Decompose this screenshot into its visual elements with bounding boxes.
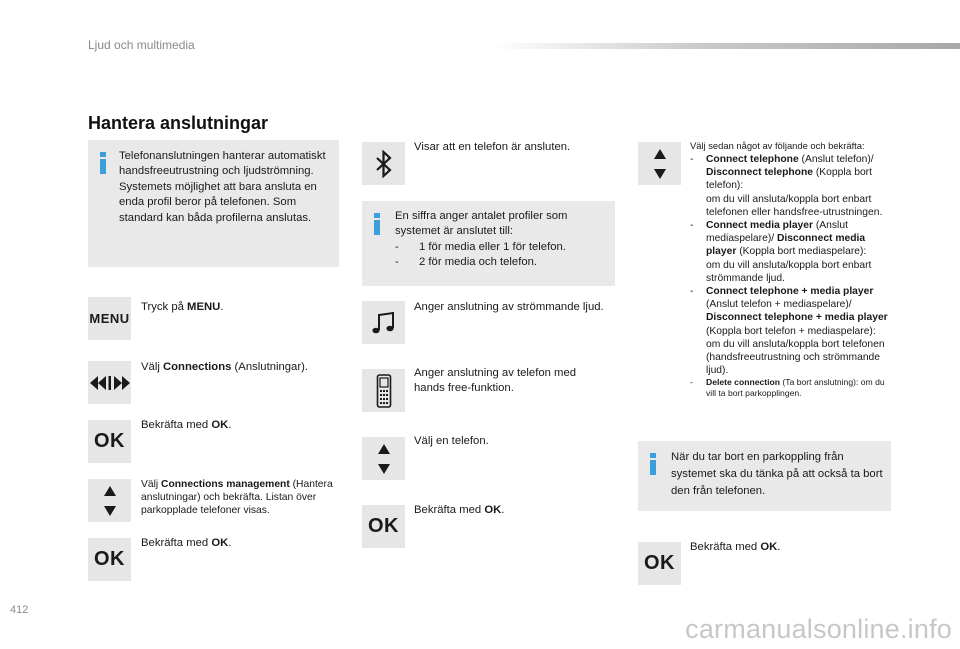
info-icon: [374, 213, 380, 235]
info-icon: [650, 453, 656, 475]
ok-icon-label: OK: [368, 515, 399, 537]
header-divider-bar: [492, 43, 960, 49]
step-confirm-ok: Bekräfta med OK.: [690, 541, 781, 553]
info-box-connection: [88, 140, 339, 267]
watermark: carmanualsonline.info: [685, 614, 952, 644]
menu-icon-label: MENU: [89, 311, 130, 326]
bluetooth-icon: [375, 150, 393, 178]
music-description: Anger anslutning av strömmande ljud.: [414, 301, 604, 313]
select-phone-text: Välj en telefon.: [414, 435, 489, 447]
option-connect-telephone: - Connect telephone (Anslut telefon)/ Disconnect telephone (Koppla bort telefon): om du vill ansluta/koppla bort enbart telefonen eller handsfree-utrustningen.: [690, 154, 883, 218]
info-profiles-text: En siffra anger antalet profiler som systemet är anslutet till: - 1 för media eller 1 för telefon. - 2 för media och telefon.: [395, 210, 568, 269]
step-confirm-ok: Bekräfta med OK.: [141, 419, 232, 431]
ok-icon-label: OK: [94, 548, 125, 570]
up-down-arrows-icon: [362, 437, 405, 480]
up-down-arrows-icon: [638, 142, 681, 185]
ok-button-icon: [362, 505, 405, 548]
mobile-phone-icon: [376, 374, 392, 408]
option-connect-media-player: - Connect media player (Anslut mediaspelare)/ Disconnect media player (Koppla bort mediaspelare): om du vill ansluta/koppla bort enbart strömmande ljud.: [690, 220, 872, 284]
step-select-connections: Välj Connections (Anslutningar).: [141, 361, 309, 373]
bluetooth-description: Visar att en telefon är ansluten.: [414, 141, 571, 153]
step-confirm-ok: Bekräfta med OK.: [141, 537, 232, 549]
menu-button-icon: [88, 297, 131, 340]
ok-button-icon: [638, 542, 681, 585]
options-list: [690, 140, 895, 398]
info-box-profiles: [362, 201, 615, 286]
up-down-icon: [377, 442, 391, 476]
bluetooth-icon-box: [362, 142, 405, 185]
info-icon: [100, 152, 106, 174]
music-note-icon-box: [362, 301, 405, 344]
up-down-icon: [103, 484, 117, 518]
option-connect-telephone-media: - Connect telephone + media player (Anslut telefon + mediaspelare)/ Disconnect telephone + media player (Koppla bort telefon + mediaspelare): om du vill ansluta/koppla bort telefonen (handsfreeutrustning och strömmande ljud).: [690, 286, 888, 377]
music-note-icon: [371, 310, 397, 336]
step-connections-management: Välj Connections management (Hantera anslutningar) och bekräfta. Listan över parkopplade telefoner visas.: [141, 479, 333, 517]
up-down-icon: [653, 147, 667, 181]
section-label: Ljud och multimedia: [88, 38, 195, 52]
ok-button-icon: [88, 420, 131, 463]
step-confirm-ok: Bekräfta med OK.: [414, 504, 505, 516]
ok-icon-label: OK: [94, 430, 125, 452]
page-number: 412: [10, 604, 29, 616]
option-delete-connection: - Delete connection (Ta bort anslutning): om du vill ta bort parkopplingen.: [690, 377, 885, 398]
info-text: Telefonanslutningen hanterar automatiskt handsfreeutrustning och ljudströmning. Systemets möjlighet att bara ansluta en enda profil beror på telefonen. Som standard kan båda profilerna anslutas.: [119, 150, 326, 224]
info-delete-text: När du tar bort en parkoppling från systemet ska du tänka på att också ta bort den från telefonen.: [671, 451, 883, 497]
info-box-delete: [638, 441, 891, 511]
phone-icon-box: [362, 369, 405, 412]
options-intro: Välj sedan något av följande och bekräfta:: [690, 140, 865, 151]
ok-button-icon: [88, 538, 131, 581]
ok-icon-label: OK: [644, 552, 675, 574]
phone-description: Anger anslutning av telefon med hands free-funktion.: [414, 367, 577, 394]
step-press-menu: Tryck på MENU.: [141, 301, 224, 313]
page-title: Hantera anslutningar: [88, 113, 269, 133]
left-right-arrows-icon: [88, 361, 131, 404]
seek-arrows-icon: [90, 375, 130, 391]
up-down-arrows-icon: [88, 479, 131, 522]
